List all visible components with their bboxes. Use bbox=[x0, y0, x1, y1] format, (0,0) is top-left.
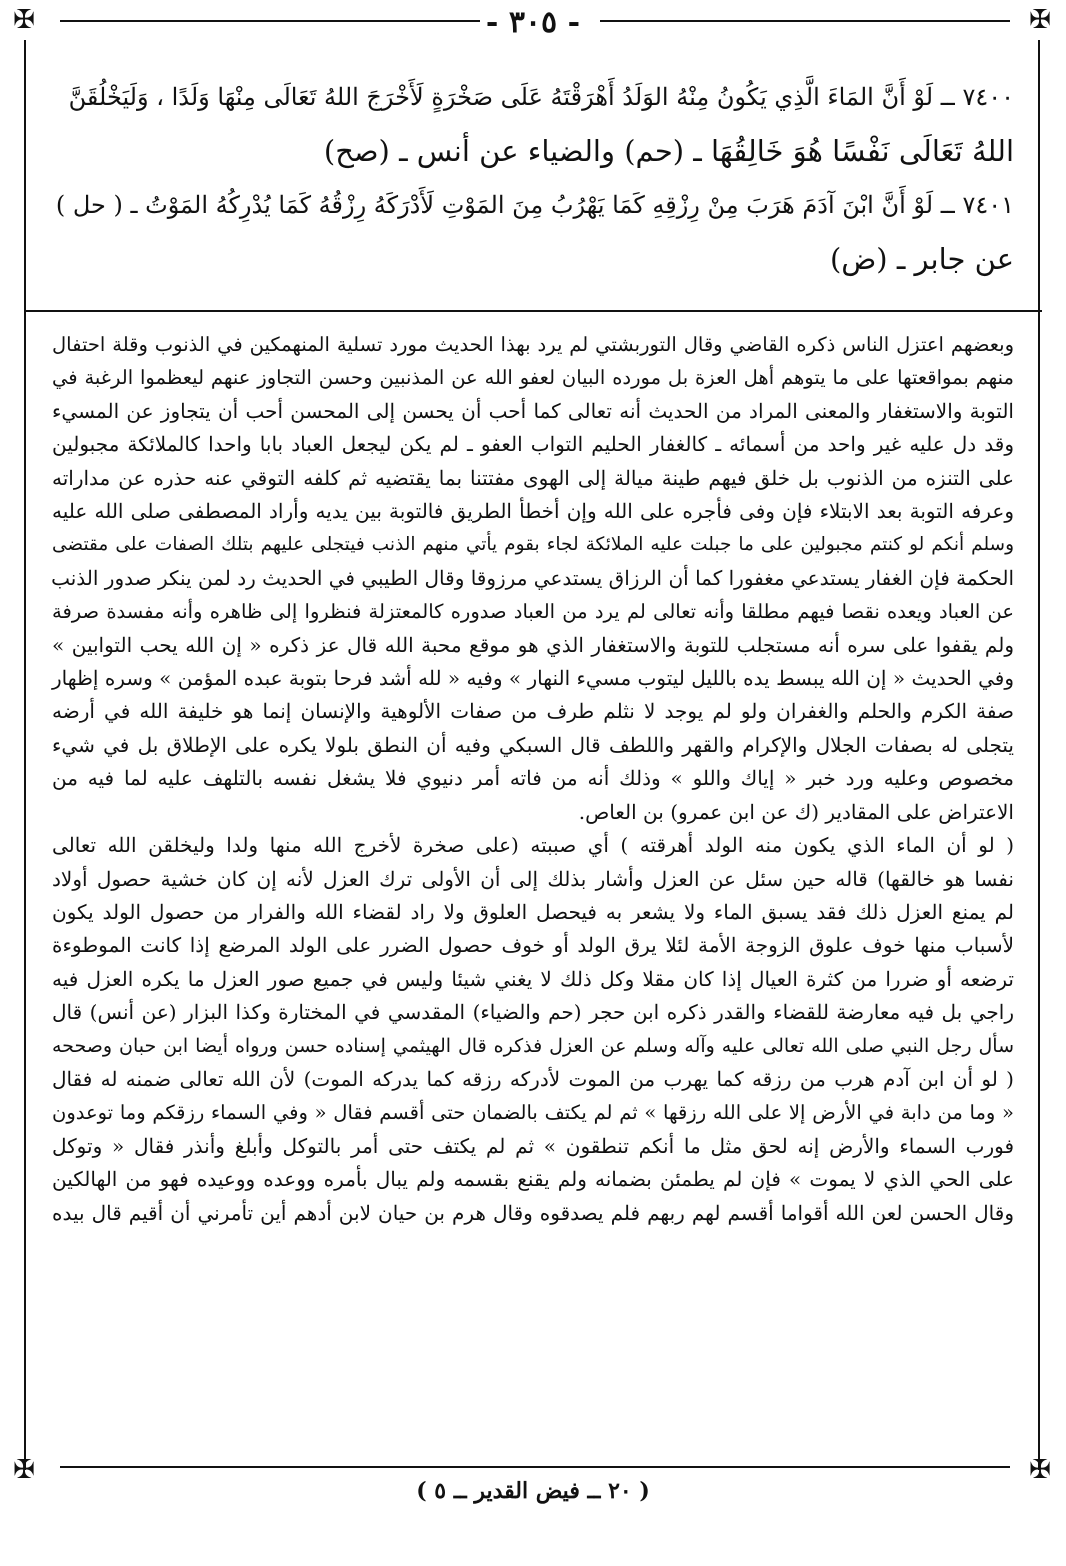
corner-ornament-icon: ✠ bbox=[13, 1455, 35, 1485]
hadith-7400-line-2: اللهُ تَعَالَى نَفْسًا هُوَ خَالِقُهَا ـ (حم) والضياء عن أنس ـ (صح) bbox=[323, 134, 1014, 168]
commentary-line: وفي الحديث « إن الله يبسط يده بالليل ليتوب مسيء النهار » وفيه « لله أشد فرحا بتوبة عبده المؤمن » وسره إظهار bbox=[52, 666, 1015, 691]
corner-ornament-icon: ✠ bbox=[1029, 1455, 1051, 1485]
commentary-line: وبعضهم اعتزل الناس ذكره القاضي وقال التوربشتي لم يرد بهذا الحديث مورد تسلية المنهمكين في الذنوب وقلة احتفال bbox=[52, 333, 1014, 356]
page-footer: ( ٢٠ ــ فيض القدير ــ ٥ ) bbox=[416, 1478, 650, 1504]
frame-right-line bbox=[1038, 40, 1040, 1470]
commentary-line: منهم بمواقعتها على ما يتوهم أهل العزة بل مورده البيان لعفو الله عن المذنبين وحسن التجاوز عنهم ليعظموا الرغبة في bbox=[52, 366, 1014, 390]
hadith-section bbox=[52, 70, 1014, 286]
commentary-line: صفة الكرم والحلم والغفران ولو لم يوجد لا نثلم طرف من صفات الألوهية والإنسان إنما هو خليفة الله في أرضه bbox=[52, 699, 1014, 724]
corner-ornament-icon: ✠ bbox=[1029, 5, 1051, 35]
frame-bottom-line bbox=[60, 1466, 1010, 1468]
commentary-line: لم يمنع العزل ذلك فقد يسبق الماء ولا يشعر به فيحصل العلوق ولا راد لقضاء الله والفرار من حصول الولد يكون bbox=[52, 899, 1014, 924]
hadith-7401-line-2: عن جابر ـ (ض) bbox=[829, 242, 1014, 276]
commentary-line: فورب السماء والأرض إنه لحق مثل ما أنكم تنطقون » ثم لم يكتف حتى أمر بالتوكل وأبلغ وأنذر فقال « وتوكل bbox=[52, 1133, 1014, 1158]
commentary-line: ترضعه أو ضررا من كثرة العيال إذا كان مقلا وكل ذلك لا يغني شيئا وليس في جميع صور العزل ما يكره العزل فيه bbox=[52, 966, 1014, 991]
commentary-line: عن العباد ويعده نقصا فيهم مطلقا وأنه تعالى لم يرد من العباد صدوره كالمعتزلة فنظروا إلى ظاهره وأنه مفسدة صرفة bbox=[52, 600, 1014, 624]
commentary-line: وقد دل عليه غير واحد من أسمائه ـ كالغفار الحليم التواب العفو ـ لم يكن ليجعل العباد بابا واحدا كالملائكة مجبولين bbox=[52, 432, 1014, 457]
commentary-line: على التنزه من الذنوب بل خلق فيهم طينة ميالة إلى الهوى مفتتنا بما يقتضيه ثم كلفه التوقي عنه حذره عن مداراته bbox=[52, 465, 1014, 490]
page-number: - ٣٠٥ - bbox=[485, 5, 581, 40]
hadith-7401-line-1: ٧٤٠١ ــ لَوْ أَنَّ ابْنَ آدَمَ هَرَبَ مِنْ رِزْقِهِ كَمَا يَهْرُبُ مِنَ المَوْتِ لَأَدْرَكَهُ رِزْقُهُ كَمَا يُدْرِكُهُ المَوْتُ ـ ( حل ) bbox=[55, 191, 1014, 219]
commentary-line: لأسباب منها خوف علوق الزوجة الأمة لئلا يرق الولد أو خوف حصول الضرر على الولد المرضع إذا كانت الموطوءة bbox=[52, 933, 1014, 958]
section-divider bbox=[24, 310, 1042, 312]
commentary-line: سأل رجل النبي صلى الله تعالى عليه وآله وسلم عن العزل فذكره قال الهيثمي إسناده حسن ورواه أيضا ابن حبان وصححه bbox=[52, 1034, 1014, 1057]
corner-ornament-icon: ✠ bbox=[13, 5, 35, 35]
commentary-line: الاعتراض على المقادير (ك عن ابن عمرو) بن العاص. bbox=[578, 799, 1014, 824]
commentary-line: مخصوص وعليه ورد خبر « إياك واللو » وذلك أنه من فاته أمر دنيوي فلا يشغل نفسه بالتلهف عليه لما فيه من bbox=[52, 766, 1014, 791]
commentary-line: ( لو أن الماء الذي يكون منه الولد أهرقته ) أي صببته (على صخرة لأخرج الله منها ولدا وليخلقن الله تعالى bbox=[52, 833, 1014, 858]
commentary-line: الحكمة فإن الغفار يستدعي مغفورا كما أن الرزاق يستدعي مرزوقا وقال الطيبي في الحديث رد لمن ينكر صدور الذنب bbox=[51, 565, 1014, 590]
commentary-line: التوبة والاستغفار والمعنى المراد من الحديث أنه تعالى كما أحب أن يحسن إلى المحسن أحب أن يتجاوز عن المسيء bbox=[52, 398, 1014, 423]
commentary-line: « وما من دابة في الأرض إلا على الله رزقها » ثم لم يكتف بالضمان حتى أقسم فقال « وفي السماء رزقكم وما توعدون bbox=[52, 1101, 1014, 1125]
commentary-line: وسلم أنكم لو كنتم مجبولين على ما جبلت عليه الملائكة لجاء بقوم يأتي منهم الذنب فيتجلى عليهم بتلك الصفات على مقتضى bbox=[52, 534, 1014, 556]
commentary-line: يتجلى له بصفات الجلال والإكرام والقهر واللطف قال السبكي وفيه أن النطق بلولا يكره على الإطلاق بل في شيء bbox=[52, 732, 1014, 757]
commentary-line: على الحي الذي لا يموت » فإن لم يطمئن بضمانه ولم يقنع بقسمه ولم يبال بأمره ووعده ووعيده فهو من الهالكين bbox=[52, 1167, 1014, 1192]
commentary-line: ( لو أن ابن آدم هرب من رزقه كما يهرب من الموت لأدركه رزقه كما يدركه الموت) لأن الله تعالى ضمنه له فقال bbox=[52, 1066, 1014, 1091]
commentary-line: راجي بل فيه معارضة للقضاء والقدر ذكره ابن حجر (حم والضياء) المقدسي في المختارة وكذا البزار (عن أنس) قال bbox=[52, 1000, 1014, 1025]
commentary-line: وعرفه التوبة بعد الابتلاء فإن وفى فأجره على الله وإن أخطأ الطريق فالتوبة بين يديه وأراد المصطفى صلى الله عليه bbox=[52, 499, 1014, 524]
hadith-7400-line-1: ٧٤٠٠ ــ لَوْ أَنَّ المَاءَ الَّذِي يَكُونُ مِنْهُ الوَلَدُ أَهْرَقْتَهُ عَلَى صَخْرَةٍ لَأَخْرَجَ اللهُ تَعَالَى مِنْهَا وَلَدًا ، وَلَيَخْلُقَنَّ bbox=[68, 83, 1014, 111]
frame-left-line bbox=[24, 40, 26, 1470]
commentary-line: وقال الحسن لعن الله أقواما أقسم لهم ربهم فلم يصدقوه وقال هرم بن حيان لابن أدهم أين تأمرني أن أقيم قال بيده bbox=[52, 1200, 1014, 1225]
commentary-section bbox=[52, 328, 1014, 1230]
commentary-line: نفسا هو خالقها) قاله حين سئل عن العزل وأشار بذلك إلى أن الأولى ترك العزل لأنه إن كان خشية حصول أولاد bbox=[52, 866, 1014, 891]
commentary-line: ولم يقفوا على سره أنه مستجلب للتوبة والاستغفار الذي هو موقع محبة الله قال عز ذكره « إن الله يحب التوابين » bbox=[52, 632, 1014, 657]
